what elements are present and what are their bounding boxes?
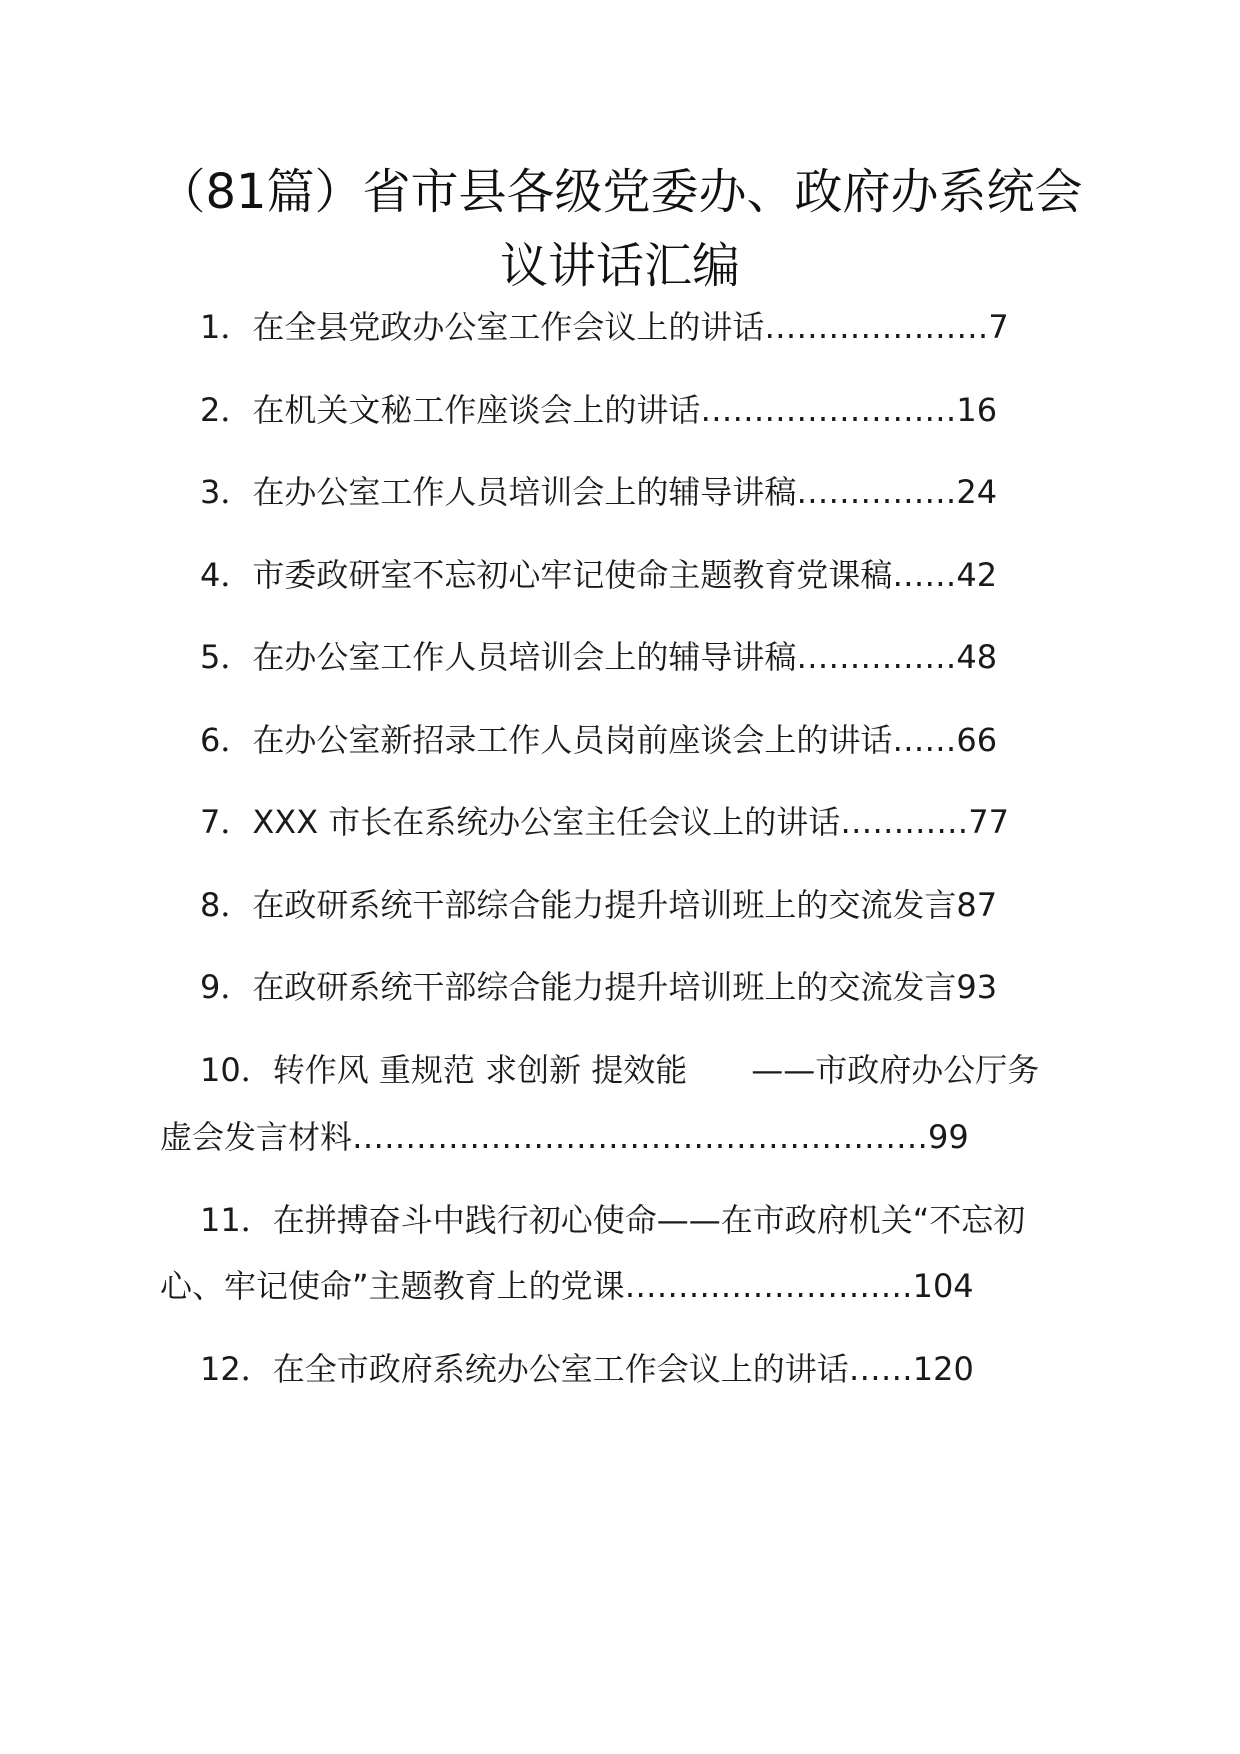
toc-entry-3: 3．在办公室工作人员培训会上的辅导讲稿……………24 <box>200 473 998 511</box>
toc-entry-8: 8．在政研系统干部综合能力提升培训班上的交流发言87 <box>200 886 998 924</box>
toc-entry-6: 6．在办公室新招录工作人员岗前座谈会上的讲话……66 <box>200 721 998 759</box>
toc-entry-2: 2．在机关文秘工作座谈会上的讲话……………………16 <box>200 391 998 429</box>
toc-entry-7: 7．XXX 市长在系统办公室主任会议上的讲话…………77 <box>200 803 1010 841</box>
document-title <box>140 155 1100 303</box>
toc-entry-1: 1．在全县党政办公室工作会议上的讲话…………………7 <box>200 308 1009 346</box>
toc-entry-5: 5．在办公室工作人员培训会上的辅导讲稿……………48 <box>200 638 998 676</box>
toc-entry-10-line-1: 10．转作风 重规范 求创新 提效能 ——市政府办公厅务 <box>200 1051 1040 1089</box>
title-line-2: 议讲话汇编 <box>499 238 740 294</box>
toc-entry-9: 9．在政研系统干部综合能力提升培训班上的交流发言93 <box>200 968 998 1006</box>
title-line-1: （81篇）省市县各级党委办、政府办系统会 <box>157 164 1083 220</box>
toc-entry-4: 4．市委政研室不忘初心牢记使命主题教育党课稿……42 <box>200 556 998 594</box>
toc-entry-10-line-2: 虚会发言材料………………………………………………99 <box>160 1118 969 1156</box>
toc-entry-12: 12．在全市政府系统办公室工作会议上的讲话……120 <box>200 1350 974 1388</box>
toc-entry-11-line-2: 心、牢记使命”主题教育上的党课………………………104 <box>160 1267 974 1305</box>
toc-entry-11-line-1: 11．在拼搏奋斗中践行初心使命——在市政府机关“不忘初 <box>200 1201 1026 1239</box>
